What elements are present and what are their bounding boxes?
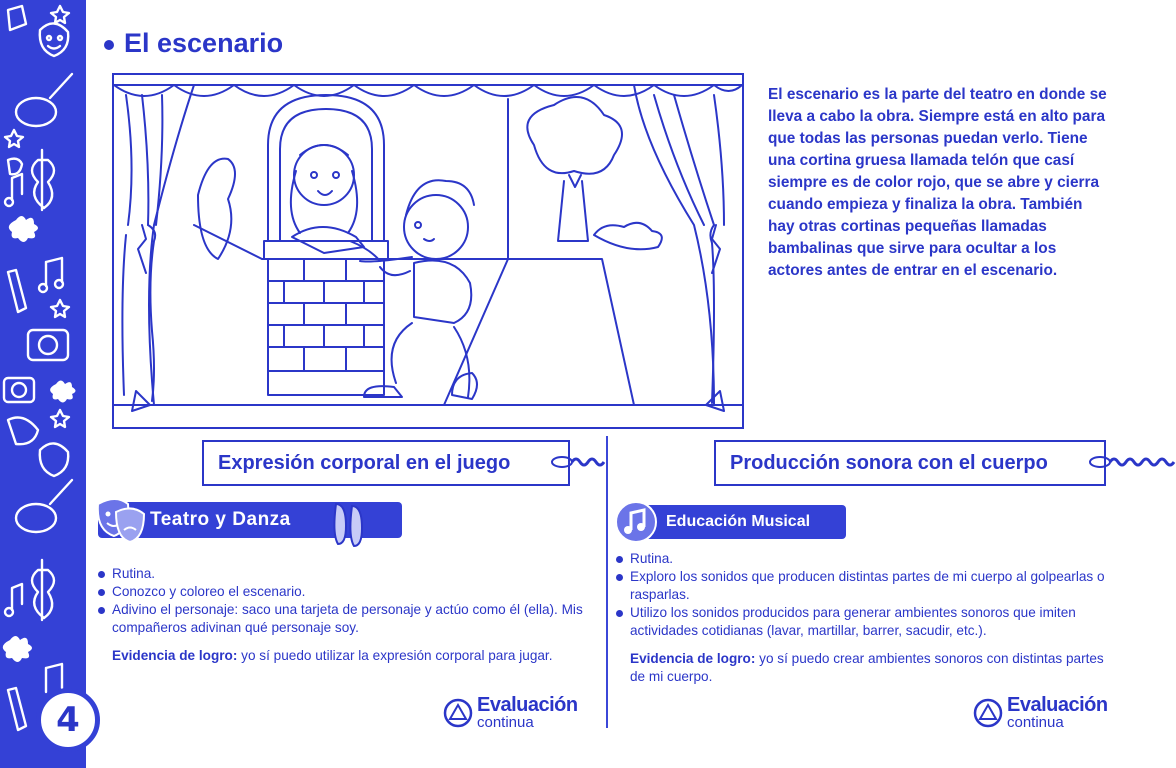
right-activity-list [614, 550, 1114, 640]
logo-line1: Evaluación [1007, 694, 1108, 716]
theater-masks-icon [94, 496, 146, 544]
left-banner-text: Teatro y Danza [150, 509, 291, 530]
list-item: Rutina. [96, 565, 604, 583]
right-banner [636, 505, 846, 539]
ballet-shoes-icon [330, 500, 368, 548]
evaluation-logo-icon [972, 697, 1004, 729]
right-section-title-text: Producción sonora con el cuerpo [730, 451, 1048, 474]
list-item: Adivino el personaje: saco una tarjeta de personaje y actúo como él (ella). Mis compañeros adivinan qué personaje soy. [96, 601, 604, 637]
page-title [104, 28, 283, 59]
left-section-title-text: Expresión corporal en el juego [218, 451, 511, 474]
right-evidence-text: yo sí puedo crear ambientes sonoros con distintas partes de mi cuerpo. [630, 651, 1104, 684]
logo-line2: continua [477, 714, 534, 731]
stage-description: El escenario es la parte del teatro en donde se lleva a cabo la obra. Siempre está en alto para que todas las personas puedan verlo. Tiene una cortina gruesa llamada telón que casí siempre es de color rojo, que se abre y cierra cuando empieza y finaliza la obra. También hay otras cortinas pequeñas llamadas bambalinas que sirve para ocultar a los actores antes de entrar en el escenario. [768, 86, 1107, 279]
logo-line1: Evaluación [477, 694, 578, 716]
left-evidence-text: yo sí puedo utilizar la expresión corporal para jugar. [237, 648, 553, 663]
right-evaluation-logo [972, 695, 1108, 730]
right-evidence-label: Evidencia de logro: [630, 651, 756, 666]
column-divider [606, 436, 608, 728]
title-bullet [104, 40, 114, 50]
left-evaluation-logo [442, 695, 578, 730]
list-item: Exploro los sonidos que producen distintas partes de mi cuerpo al golpearlas o rasparlas. [614, 568, 1114, 604]
left-evidence-label: Evidencia de logro: [112, 648, 238, 663]
list-item: Utilizo los sonidos producidos para generar ambientes sonoros que imiten actividades cotidianas (lavar, martillar, barrer, sacudir, etc.). [614, 604, 1114, 640]
sidebar-doodles-icon [0, 0, 86, 768]
left-section-title [202, 440, 570, 486]
rope-left-icon [548, 450, 608, 474]
right-banner-text: Educación Musical [666, 513, 811, 530]
music-note-icon [614, 500, 658, 544]
list-item: Conozco y coloreo el escenario. [96, 583, 604, 601]
rope-right-icon [1086, 450, 1176, 474]
evaluation-logo-icon [442, 697, 474, 729]
left-activity-list [96, 565, 604, 637]
logo-line2: continua [1007, 714, 1064, 731]
right-evidence [630, 650, 1114, 686]
list-item: Rutina. [614, 550, 1114, 568]
left-evidence [112, 647, 604, 665]
decorative-sidebar [0, 0, 86, 768]
right-section-title [714, 440, 1106, 486]
stage-scene-icon [114, 75, 742, 427]
page-number: 4 [36, 688, 100, 752]
page-title-text: El escenario [124, 28, 284, 58]
stage-illustration [112, 73, 744, 429]
